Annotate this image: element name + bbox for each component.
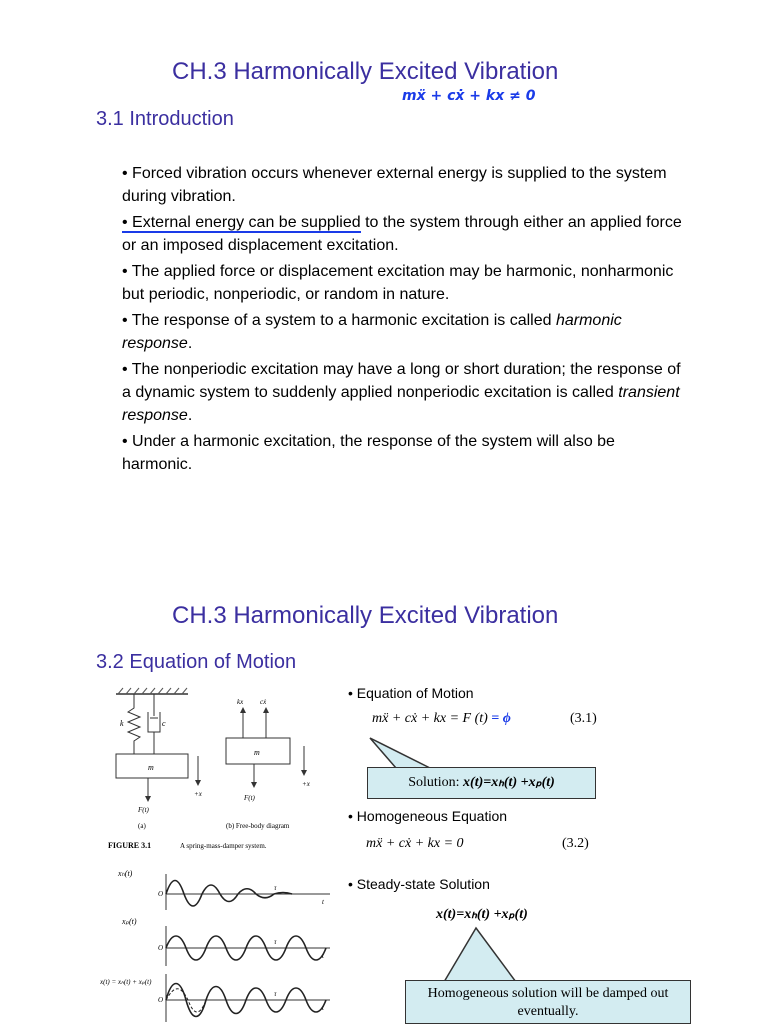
- steady-state-heading: • Steady-state Solution: [348, 876, 490, 892]
- introduction-bullets: [122, 162, 682, 479]
- label-cxdot: cẋ: [260, 698, 267, 706]
- label-direction-b: +x: [302, 780, 310, 788]
- label-spring-k: k: [120, 719, 124, 728]
- label-mass-b: m: [254, 748, 260, 757]
- slide1-title: CH.3 Harmonically Excited Vibration: [172, 58, 559, 85]
- slide2-title: CH.3 Harmonically Excited Vibration: [172, 602, 559, 629]
- damped-note-callout: Homogeneous solution will be damped out eventually.: [405, 980, 691, 1024]
- spring-mass-damper-figure: [108, 686, 340, 856]
- label-a: (a): [138, 822, 146, 830]
- section-equation-of-motion: 3.2 Equation of Motion: [96, 651, 297, 673]
- plot-label-xp: xₚ(t): [122, 917, 137, 926]
- bullet-external-energy: • External energy can be supplied to the system through either an applied force or an imposed displacement excitation.: [122, 214, 682, 254]
- label-b: (b) Free-body diagram: [226, 822, 290, 830]
- underlined-phrase: • External energy can be supplied: [122, 214, 361, 231]
- label-kx: kx: [237, 698, 244, 706]
- solution-callout: Solution: x(t)=xₕ(t) +xₚ(t): [367, 767, 596, 799]
- label-mass-a: m: [148, 763, 154, 772]
- homogeneous-equation: mẍ + cẋ + kx = 0: [366, 836, 464, 851]
- label-force-b: F(t): [244, 794, 255, 802]
- figure-caption: A spring-mass-damper system.: [180, 842, 267, 850]
- plot-t-3: t: [322, 1004, 324, 1012]
- section-introduction: 3.1 Introduction: [96, 108, 234, 130]
- plot-label-sum: x(t) = xₕ(t) + xₚ(t): [100, 978, 152, 986]
- plot-label-xh: xₕ(t): [118, 869, 133, 878]
- callout-pointer-1: [366, 736, 432, 770]
- handwritten-inequality-note: mẍ + cẋ + kx ≠ 0: [402, 88, 536, 104]
- plot-tau-2: τ: [274, 938, 277, 946]
- plot-origin-3: O: [158, 996, 164, 1004]
- plot-origin-1: O: [158, 890, 164, 898]
- handwritten-eq-phi: = ϕ: [491, 711, 511, 726]
- bullet-harmonic-excitation: • Under a harmonic excitation, the response of the system will also be harmonic.: [122, 433, 615, 473]
- bullet-excitation-types: • The applied force or displacement excitation may be harmonic, nonharmonic but periodic, nonperiodic, or random in nature.: [122, 263, 674, 303]
- label-damper-c: c: [162, 719, 166, 728]
- response-plots: [100, 866, 340, 1024]
- label-direction-a: +x: [194, 790, 202, 798]
- eom-heading: • Equation of Motion: [348, 685, 474, 701]
- bullet-harmonic-response: • The response of a system to a harmonic excitation is called harmonic response.: [122, 312, 622, 352]
- eom-equation: mẍ + cẋ + kx = F (t) = ϕ: [372, 711, 511, 726]
- bullet-transient-response: • The nonperiodic excitation may have a long or short duration; the response of a dynamic system to suddenly applied nonperiodic excitation is called transient response.: [122, 361, 681, 424]
- plot-t-2: t: [322, 952, 324, 960]
- label-force-a: F(t): [138, 806, 149, 814]
- plot-tau-3: τ: [274, 990, 277, 998]
- plot-tau-1: τ: [274, 884, 277, 892]
- steady-state-expression: x(t)=xₕ(t) +xₚ(t): [436, 907, 528, 922]
- bullet-forced-vibration: • Forced vibration occurs whenever external energy is supplied to the system during vibration.: [122, 165, 667, 205]
- homogeneous-number: (3.2): [562, 836, 589, 851]
- figure-caption-number: FIGURE 3.1: [108, 841, 152, 850]
- plot-origin-2: O: [158, 944, 164, 952]
- eom-number: (3.1): [570, 711, 597, 726]
- homogeneous-heading: • Homogeneous Equation: [348, 808, 508, 824]
- callout-pointer-2: [440, 926, 520, 984]
- plot-t-1: t: [322, 898, 324, 906]
